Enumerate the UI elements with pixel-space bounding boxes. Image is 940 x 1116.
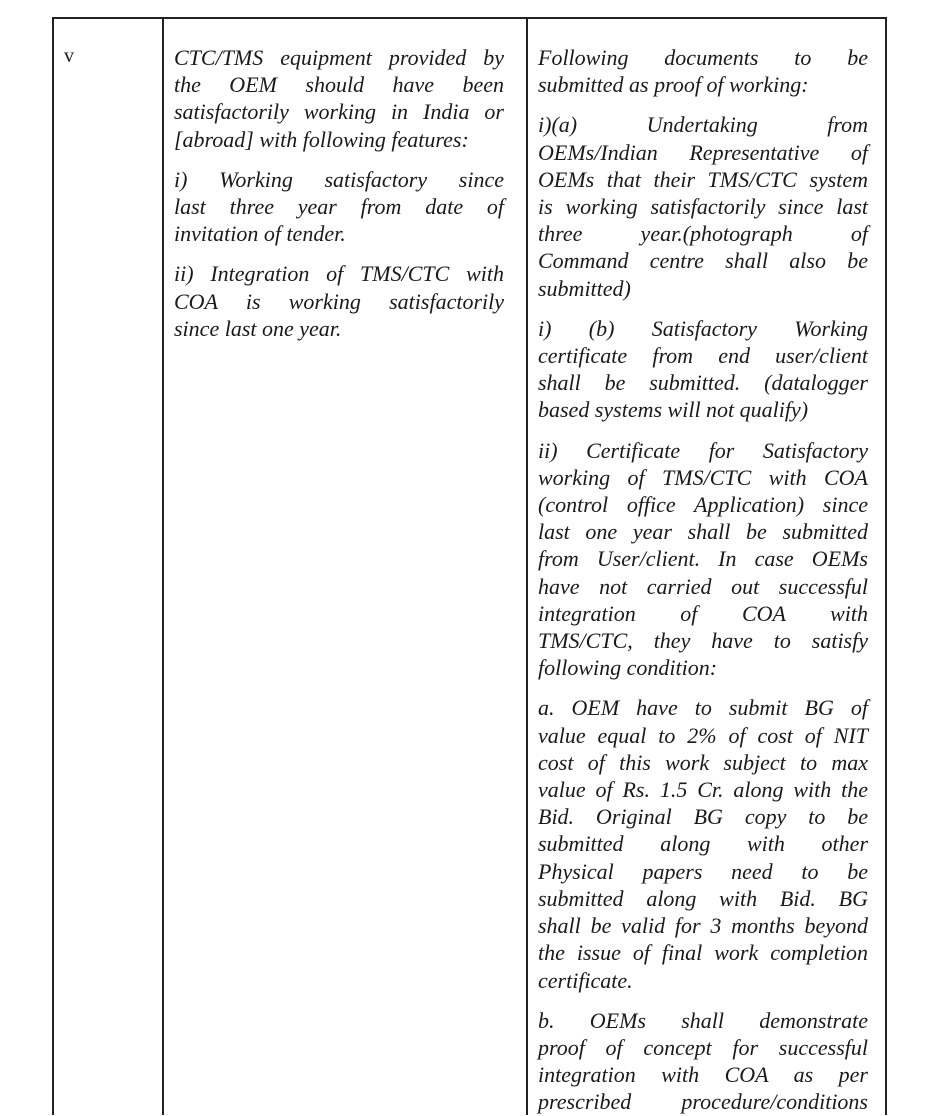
text-line: OEMs that their TMS/CTC system: [538, 166, 868, 192]
text-line: Physical papers need to be: [538, 858, 868, 884]
text-line: shall be valid for 3 months beyond: [538, 913, 868, 939]
text-line: value equal to 2% of cost of NIT: [538, 722, 868, 748]
text-line: i) (b) Satisfactory Working: [538, 315, 868, 341]
requirement-paragraph: [174, 260, 504, 342]
text-line: b. OEMs shall demonstrate: [538, 1007, 868, 1033]
text-line: CTC/TMS equipment provided by: [174, 45, 504, 70]
requirement-cell: [174, 44, 504, 342]
text-line: submitted as proof of working:: [538, 72, 809, 98]
documents-paragraph: [538, 1007, 868, 1116]
text-line: last one year shall be submitted: [538, 519, 868, 545]
text-line: shall be submitted. (datalogger: [538, 370, 868, 396]
text-line: integration with COA as per: [538, 1062, 868, 1088]
text-line: the issue of final work completion: [538, 940, 868, 966]
text-line: proof of concept for successful: [538, 1034, 868, 1060]
text-line: i) Working satisfactory since: [174, 166, 504, 192]
column-divider-2: [526, 18, 528, 1115]
column-divider-1: [162, 18, 164, 1115]
text-line: have not carried out successful: [538, 573, 868, 599]
text-line: OEMs/Indian Representative of: [538, 139, 868, 165]
text-line: based systems will not qualify): [538, 397, 809, 423]
text-line: from User/client. In case OEMs: [538, 546, 868, 572]
text-line: Bid. Original BG copy to be: [538, 804, 868, 830]
documents-cell: [538, 44, 868, 1116]
table-top-border: [52, 17, 887, 19]
text-line: prescribed procedure/conditions: [538, 1089, 868, 1115]
text-line: following condition:: [538, 655, 718, 681]
text-line: [abroad] with following features:: [174, 126, 469, 152]
text-line: Following documents to be: [538, 45, 868, 70]
text-line: submitted along with other: [538, 831, 868, 857]
text-line: cost of this work subject to max: [538, 749, 868, 775]
text-line: certificate from end user/client: [538, 343, 868, 369]
text-line: submitted): [538, 275, 631, 301]
text-line: last three year from date of: [174, 194, 504, 220]
table-right-border: [885, 18, 887, 1115]
serial-number: v: [64, 45, 74, 67]
text-line: satisfactorily working in India or: [174, 99, 504, 125]
text-line: certificate.: [538, 967, 633, 993]
text-line: is working satisfactorily since last: [538, 194, 868, 220]
text-line: integration of COA with: [538, 600, 868, 626]
requirement-paragraph: [174, 44, 504, 153]
documents-paragraph: [538, 437, 868, 682]
text-line: ii) Certificate for Satisfactory: [538, 437, 868, 463]
text-line: a. OEM have to submit BG of: [538, 695, 868, 721]
documents-paragraph: [538, 111, 868, 301]
text-line: invitation of tender.: [174, 221, 346, 247]
text-line: COA is working satisfactorily: [174, 288, 504, 314]
text-line: (control office Application) since: [538, 492, 868, 518]
text-line: TMS/CTC, they have to satisfy: [538, 628, 868, 654]
requirement-paragraph: [174, 166, 504, 248]
text-line: three year.(photograph of: [538, 221, 868, 247]
text-line: ii) Integration of TMS/CTC with: [174, 261, 504, 287]
documents-paragraph: [538, 315, 868, 424]
documents-paragraph: [538, 694, 868, 993]
text-line: since last one year.: [174, 315, 342, 341]
text-line: Command centre shall also be: [538, 248, 868, 274]
text-line: the OEM should have been: [174, 72, 504, 98]
text-line: submitted along with Bid. BG: [538, 885, 868, 911]
table-left-border: [52, 18, 54, 1115]
text-line: working of TMS/CTC with COA: [538, 464, 868, 490]
text-line: value of Rs. 1.5 Cr. along with the: [538, 777, 868, 803]
text-line: i)(a) Undertaking from: [538, 112, 868, 138]
documents-paragraph: [538, 44, 868, 98]
